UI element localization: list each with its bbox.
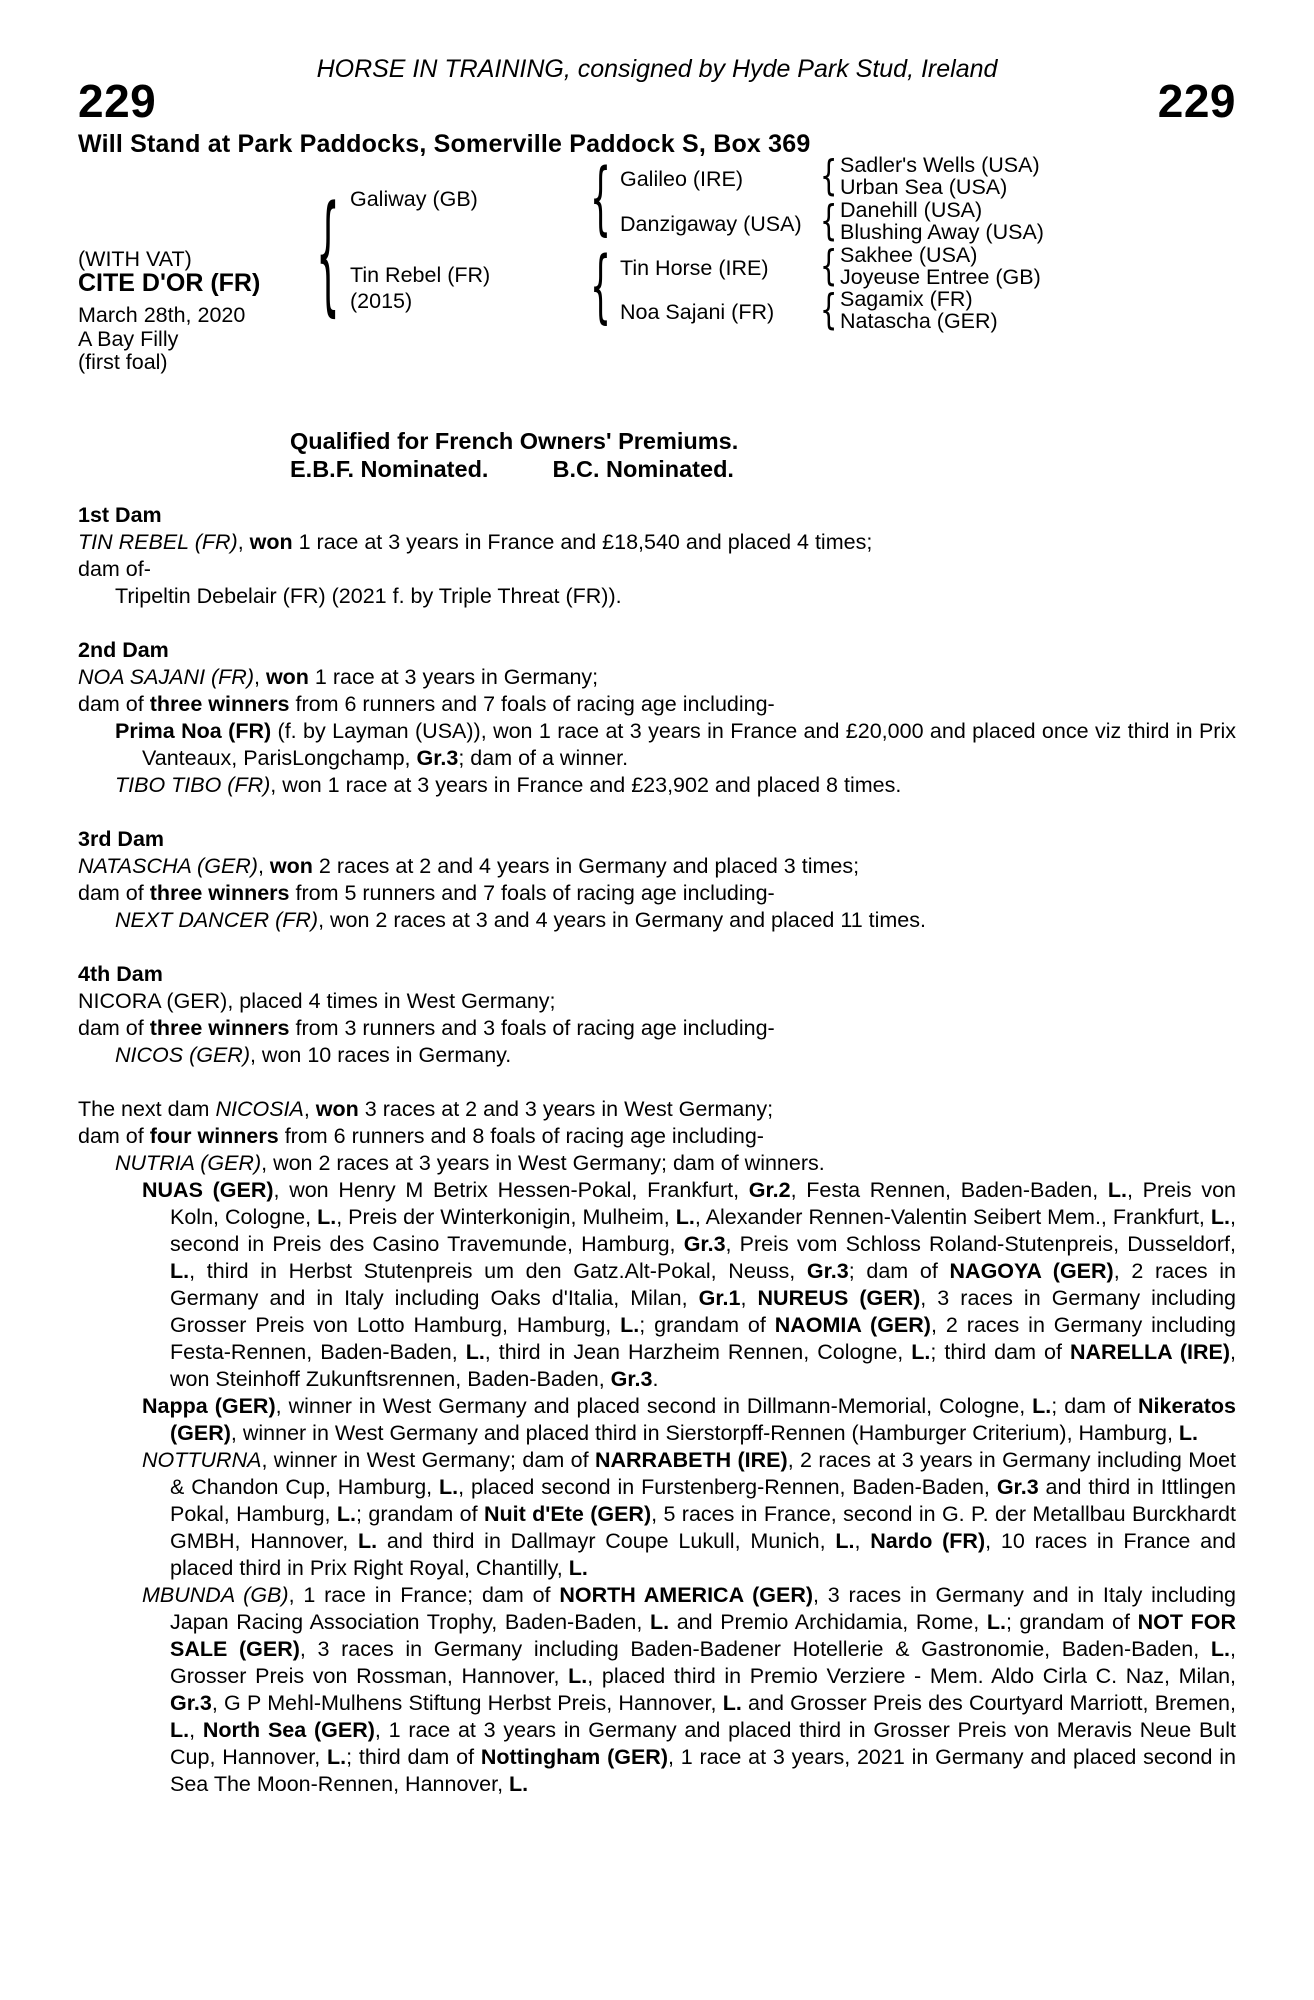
text-run: Gr.1 <box>698 1286 741 1310</box>
text-run: NOA SAJANI (FR) <box>78 665 254 689</box>
foaling-date: March 28th, 2020 <box>78 303 246 327</box>
dam-name: Tin Rebel (FR) <box>350 263 491 287</box>
text-run: Nappa (GER) <box>142 1394 276 1418</box>
text-run: from 6 runners and 7 foals of racing age including- <box>289 692 775 716</box>
text-run: three winners <box>149 1016 290 1040</box>
text-run: NAOMIA (GER) <box>774 1313 931 1337</box>
text-run: , <box>189 1718 203 1742</box>
text-run: , <box>254 665 266 689</box>
text-run: L. <box>358 1529 378 1553</box>
text-run: , 3 races in Germany including Grosser Preis von Lotto Hamburg, Hamburg, <box>170 1286 1237 1337</box>
great-grandparent-name: Sadler's Wells (USA) <box>840 153 1040 177</box>
text-run: dam of- <box>78 557 151 581</box>
dam-year: (2015) <box>350 289 413 313</box>
text-run: , 1 race at 3 years in Germany and placed third in Grosser Preis von Meravis Neue Bult Cup, Hannover, <box>170 1718 1236 1769</box>
pedigree-paragraph <box>78 1096 1236 1150</box>
great-grandparent-name: Sagamix (FR) <box>840 287 973 311</box>
great-grandparent-name: Urban Sea (USA) <box>840 175 1008 199</box>
text-run: L. <box>336 1502 357 1526</box>
text-run: from 6 runners and 8 foals of racing age including- <box>278 1124 764 1148</box>
text-run: L. <box>170 1718 190 1742</box>
text-run: L. <box>722 1691 742 1715</box>
text-run: ; grandam of <box>1005 1610 1138 1634</box>
premium-qualification-line: Qualified for French Owners' Premiums. <box>290 428 739 454</box>
produce-sections <box>78 502 1236 1798</box>
text-run: L. <box>327 1745 347 1769</box>
nomination-line <box>290 456 734 483</box>
text-run: L. <box>835 1529 855 1553</box>
text-run: L. <box>439 1475 459 1499</box>
great-grandparent-name: Blushing Away (USA) <box>840 220 1044 244</box>
text-run: Gr.2 <box>748 1178 791 1202</box>
text-run: NUTRIA (GER) <box>115 1151 262 1175</box>
ebf-nominated-label: E.B.F. Nominated. <box>290 456 489 482</box>
lot-number-left: 229 <box>78 75 157 127</box>
text-run: , Festa Rennen, Baden-Baden, <box>790 1178 1108 1202</box>
pedigree-paragraph <box>78 853 1236 907</box>
great-grandparent-name: Joyeuse Entree (GB) <box>840 265 1041 289</box>
text-run: NORTH AMERICA (GER) <box>559 1583 814 1607</box>
text-run: dam of <box>78 692 150 716</box>
text-run: NARRABETH (IRE) <box>594 1448 788 1472</box>
pedigree-paragraph <box>78 529 1236 583</box>
text-run: , <box>257 854 270 878</box>
text-run: ; dam of <box>848 1259 950 1283</box>
text-run: NAGOYA (GER) <box>949 1259 1114 1283</box>
vat-note: (WITH VAT) <box>78 247 192 271</box>
text-run: L. <box>1210 1637 1231 1661</box>
text-run: , 5 races in France, second in G. P. der Metallbau Burckhardt GMBH, Hannover, <box>170 1502 1236 1553</box>
text-run: , 2 races at 3 years in Germany including Moet & Chandon Cup, Hamburg, <box>170 1448 1236 1499</box>
text-run: and Grosser Preis des Courtyard Marriott, Bremen, <box>741 1691 1236 1715</box>
text-run: L. <box>317 1205 337 1229</box>
text-run: 2 races at 2 and 4 years in Germany and placed 3 times; <box>312 854 860 878</box>
text-run: Tripeltin Debelair (FR) (2021 f. by Triple Threat (FR)). <box>115 584 622 608</box>
section-heading: 2nd Dam <box>78 638 169 662</box>
text-run: four winners <box>149 1124 279 1148</box>
text-run: , third in Jean Harzheim Rennen, Cologne, <box>484 1340 912 1364</box>
pedigree-paragraph <box>78 1582 1236 1798</box>
text-run: , second in Preis des Casino Travemunde, Hamburg, <box>170 1205 1237 1256</box>
pedigree-paragraph <box>78 1177 1236 1393</box>
text-run: L. <box>911 1340 931 1364</box>
text-run: NATASCHA (GER) <box>78 854 258 878</box>
text-run: The next dam <box>78 1097 216 1121</box>
text-run: ; dam of a winner. <box>458 746 629 770</box>
text-run: from 3 runners and 3 foals of racing age including- <box>289 1016 775 1040</box>
text-run: won <box>315 1097 359 1121</box>
text-run: NOT FOR SALE (GER) <box>170 1610 1236 1661</box>
pedigree-section <box>78 826 1236 934</box>
text-run: L. <box>1032 1394 1052 1418</box>
text-run: , won 1 race at 3 years in France and £23,902 and placed 8 times. <box>270 773 902 797</box>
text-run: Gr.3 <box>806 1259 849 1283</box>
consignment-line: HORSE IN TRAINING, consigned by Hyde Park Stud, Ireland <box>316 55 998 83</box>
text-run: , 1 race at 3 years, 2021 in Germany and placed second in Sea The Moon-Rennen, Hannover, <box>170 1745 1236 1796</box>
text-run: (f. by Layman (USA)), won 1 race at 3 years in France and £20,000 and placed once viz third in Prix Vanteaux, ParisLongchamp, <box>142 719 1236 770</box>
pedigree-brace-icon <box>820 152 837 201</box>
text-run: , Preis der Winterkonigin, Mulheim, <box>336 1205 676 1229</box>
text-run: Nuit d'Ete (GER) <box>483 1502 652 1526</box>
text-run: dam of <box>78 1124 150 1148</box>
text-run: TIBO TIBO (FR) <box>115 773 271 797</box>
text-run: , won 2 races at 3 years in West Germany; dam of winners. <box>261 1151 825 1175</box>
text-run: , winner in West Germany and placed second in Dillmann-Memorial, Cologne, <box>275 1394 1033 1418</box>
pedigree-paragraph <box>78 1042 1236 1069</box>
section-heading: 3rd Dam <box>78 827 165 851</box>
grandsire-name: Galileo (IRE) <box>620 167 744 191</box>
pedigree-section <box>78 961 1236 1069</box>
granddam-name: Noa Sajani (FR) <box>620 300 775 324</box>
text-run: , <box>237 530 250 554</box>
section-heading: 1st Dam <box>78 503 162 527</box>
pedigree-section <box>78 1096 1236 1798</box>
text-run: Prima Noa (FR) <box>115 719 272 743</box>
text-run: won <box>249 530 293 554</box>
pedigree-brace-icon <box>820 242 837 291</box>
text-run: 1 race at 3 years in Germany; <box>308 665 599 689</box>
text-run: , won 2 races at 3 and 4 years in Germany and placed 11 times. <box>318 908 926 932</box>
text-run: L. <box>1178 1421 1199 1445</box>
text-run: three winners <box>149 881 290 905</box>
bc-nominated-label: B.C. Nominated. <box>552 456 734 482</box>
text-run: MBUNDA (GB) <box>142 1583 289 1607</box>
sire-name: Galiway (GB) <box>350 187 478 211</box>
text-run: , 1 race in France; dam of <box>288 1583 560 1607</box>
text-run: Nikeratos (GER) <box>170 1394 1237 1445</box>
text-run: . <box>652 1367 659 1391</box>
text-run: dam of <box>78 1016 150 1040</box>
pedigree-paragraph <box>78 1393 1236 1447</box>
pedigree-paragraph <box>78 583 1236 610</box>
text-run: won <box>269 854 313 878</box>
text-run: NARELLA (IRE) <box>1069 1340 1231 1364</box>
text-run: , placed second in Furstenberg-Rennen, Baden-Baden, <box>458 1475 997 1499</box>
text-run: L. <box>620 1313 640 1337</box>
pedigree-brace-icon <box>820 286 837 335</box>
text-run: NICOSIA <box>215 1097 304 1121</box>
text-run: , won Henry M Betrix Hessen-Pokal, Frankfurt, <box>273 1178 749 1202</box>
text-run: , won 10 races in Germany. <box>249 1043 512 1067</box>
text-run: NUAS (GER) <box>142 1178 274 1202</box>
text-run: North Sea (GER) <box>202 1718 375 1742</box>
text-run: , winner in West Germany and placed third in Sierstorpff-Rennen (Hamburger Criterium), Hamburg, <box>230 1421 1179 1445</box>
text-run: L. <box>568 1556 588 1580</box>
pedigree-section <box>78 502 1236 610</box>
text-run: 1 race at 3 years in France and £18,540 and placed 4 times; <box>292 530 873 554</box>
text-run: Gr.3 <box>996 1475 1039 1499</box>
text-run: ; dam of <box>1051 1394 1139 1418</box>
text-run: , Preis von Koln, Cologne, <box>170 1178 1236 1229</box>
great-grandparent-name: Danehill (USA) <box>840 198 983 222</box>
text-run: , Preis vom Schloss Roland-Stutenpreis, Dusseldorf, <box>725 1232 1236 1256</box>
colour-sex-description: A Bay Filly <box>78 327 179 351</box>
text-run: Gr.3 <box>170 1691 212 1715</box>
text-run: , third in Herbst Stutenpreis um den Gatz.Alt-Pokal, Neuss, <box>189 1259 807 1283</box>
text-run: Nardo (FR) <box>870 1529 986 1553</box>
pedigree-brace-icon <box>590 241 611 335</box>
text-run: Gr.3 <box>610 1367 653 1391</box>
text-run: , placed third in Premio Verziere - Mem. Aldo Cirla C. Naz, Milan, <box>587 1664 1236 1688</box>
pedigree-brace-icon <box>820 197 837 246</box>
text-run: ; third dam of <box>930 1340 1070 1364</box>
pedigree-paragraph <box>78 1447 1236 1582</box>
first-foal-note: (first foal) <box>78 350 168 374</box>
horse-name: CITE D'OR (FR) <box>78 269 261 297</box>
section-heading: 4th Dam <box>78 962 163 986</box>
text-run: , won Steinhoff Zukunftsrennen, Baden-Baden, <box>170 1340 1236 1391</box>
pedigree-paragraph <box>78 664 1236 718</box>
text-run: three winners <box>149 692 290 716</box>
great-grandparent-name: Sakhee (USA) <box>840 243 978 267</box>
text-run: , 3 races in Germany including Baden-Badener Hotellerie & Gastronomie, Baden-Baden, <box>299 1637 1211 1661</box>
granddam-name: Danzigaway (USA) <box>620 212 802 236</box>
text-run: , 2 races in Germany and in Italy including Oaks d'Italia, Milan, <box>170 1259 1236 1310</box>
great-grandparent-name: Natascha (GER) <box>840 309 998 333</box>
pedigree-paragraph <box>78 1150 1236 1177</box>
text-run: , <box>854 1529 871 1553</box>
text-run: and Premio Archidamia, Rome, <box>669 1610 987 1634</box>
stand-location-line: Will Stand at Park Paddocks, Somerville Paddock S, Box 369 <box>78 130 811 158</box>
text-run: NEXT DANCER (FR) <box>115 908 319 932</box>
text-run: NUREUS (GER) <box>757 1286 921 1310</box>
text-run: L. <box>170 1259 190 1283</box>
text-run: and third in Dallmayr Coupe Lukull, Munich, <box>377 1529 836 1553</box>
text-run: , 10 races in France and placed third in Prix Right Royal, Chantilly, <box>170 1529 1236 1580</box>
text-run: L. <box>1210 1205 1231 1229</box>
text-run: L. <box>568 1664 588 1688</box>
text-run: L. <box>675 1205 695 1229</box>
text-run: , 3 races in Germany and in Italy including Japan Racing Association Trophy, Baden-Baden, <box>170 1583 1236 1634</box>
text-run: L. <box>649 1610 670 1634</box>
text-run: , winner in West Germany; dam of <box>261 1448 595 1472</box>
text-run: NICOS (GER) <box>115 1043 250 1067</box>
lot-number-right: 229 <box>1157 75 1236 127</box>
text-run: ; grandam of <box>356 1502 484 1526</box>
text-run: TIN REBEL (FR) <box>78 530 238 554</box>
text-run: L. <box>1107 1178 1127 1202</box>
text-run: , <box>740 1286 758 1310</box>
text-run: L. <box>986 1610 1006 1634</box>
pedigree-brace-icon <box>316 180 340 333</box>
pedigree-paragraph <box>78 772 1236 799</box>
text-run: ; grandam of <box>639 1313 775 1337</box>
pedigree-paragraph <box>78 907 1236 934</box>
text-run: Gr.3 <box>683 1232 726 1256</box>
text-run: L. <box>509 1772 529 1796</box>
text-run: 3 races at 2 and 3 years in West Germany; <box>358 1097 774 1121</box>
text-run: ; third dam of <box>346 1745 481 1769</box>
pedigree-paragraph <box>78 988 1236 1042</box>
grandsire-name: Tin Horse (IRE) <box>620 256 769 280</box>
text-run: , <box>303 1097 316 1121</box>
text-run: NOTTURNA <box>142 1448 262 1472</box>
text-run: Nottingham (GER) <box>480 1745 668 1769</box>
text-run: L. <box>465 1340 485 1364</box>
text-run: won <box>265 665 309 689</box>
text-run: and third in Ittlingen Pokal, Hamburg, <box>170 1475 1236 1526</box>
text-run: from 5 runners and 7 foals of racing age including- <box>289 881 775 905</box>
text-run: NICORA (GER), placed 4 times in West Germany; <box>78 989 556 1013</box>
text-run: , Alexander Rennen-Valentin Seibert Mem., Frankfurt, <box>694 1205 1211 1229</box>
pedigree-section <box>78 637 1236 799</box>
text-run: , G P Mehl-Mulhens Stiftung Herbst Preis, Hannover, <box>211 1691 723 1715</box>
text-run: , 2 races in Germany including Festa-Rennen, Baden-Baden, <box>170 1313 1236 1364</box>
pedigree-brace-icon <box>590 153 611 247</box>
text-run: Gr.3 <box>416 746 459 770</box>
pedigree-paragraph <box>78 718 1236 772</box>
text-run: dam of <box>78 881 150 905</box>
text-run: , Grosser Preis von Rossman, Hannover, <box>170 1637 1236 1688</box>
